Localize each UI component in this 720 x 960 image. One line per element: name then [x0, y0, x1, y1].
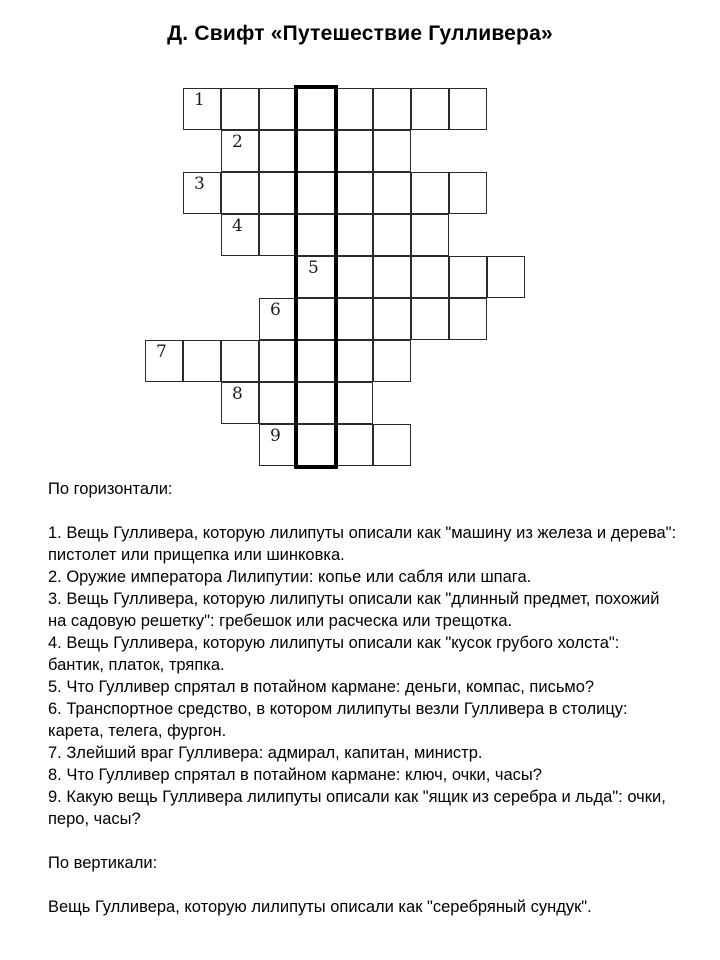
grid-cell — [373, 340, 411, 382]
clue-number: 1 — [194, 90, 205, 110]
grid-cell — [297, 382, 335, 424]
clue-across-7: 7. Злейший враг Гулливера: адмирал, капитан, министр. — [48, 744, 483, 762]
grid-cell — [221, 382, 259, 424]
grid-cell — [373, 130, 411, 172]
down-heading: По вертикали: — [48, 854, 158, 872]
clue-across-6: 6. Транспортное средство, в котором лилипуты везли Гулливера в столицу: карета, телега, фургон. — [48, 700, 628, 740]
page-title: Д. Свифт «Путешествие Гулливера» — [167, 22, 553, 45]
grid-cell — [373, 256, 411, 298]
grid-cell — [335, 382, 373, 424]
grid-cell — [373, 214, 411, 256]
grid-cell — [221, 340, 259, 382]
clues-section — [48, 478, 678, 918]
clue-number: 8 — [232, 384, 243, 404]
grid-cell — [449, 172, 487, 214]
clue-number: 5 — [308, 258, 319, 278]
grid-cell — [183, 88, 221, 130]
grid-cell — [221, 214, 259, 256]
grid-cell — [145, 340, 183, 382]
clue-number: 6 — [270, 300, 281, 320]
clue-number: 9 — [270, 426, 281, 446]
clue-down-1: Вещь Гулливера, которую лилипуты описали как "серебряный сундук". — [48, 898, 592, 916]
clue-number: 4 — [232, 216, 243, 236]
grid-cell — [259, 214, 297, 256]
grid-cell — [297, 340, 335, 382]
grid-cell — [335, 130, 373, 172]
grid-cell — [373, 424, 411, 466]
grid-cell — [221, 172, 259, 214]
clue-across-2: 2. Оружие императора Лилипутии: копье или сабля или шпага. — [48, 568, 532, 586]
clue-across-3: 3. Вещь Гулливера, которую лилипуты описали как "длинный предмет, похожий на садовую решетку": гребешок или расческа или трещотка. — [48, 590, 660, 630]
grid-cell — [259, 172, 297, 214]
grid-cell — [297, 214, 335, 256]
clue-across-8: 8. Что Гулливер спрятал в потайном кармане: ключ, очки, часы? — [48, 766, 542, 784]
grid-cell — [259, 424, 297, 466]
grid-cell — [411, 256, 449, 298]
grid-cell — [297, 424, 335, 466]
grid-cell — [259, 130, 297, 172]
grid-cell — [221, 130, 259, 172]
grid-cell — [449, 88, 487, 130]
grid-cell — [335, 172, 373, 214]
grid-cell — [259, 382, 297, 424]
grid-cell — [335, 298, 373, 340]
clue-across-1: 1. Вещь Гулливера, которую лилипуты описали как "машину из железа и дерева": пистолет или прищепка или шинковка. — [48, 524, 677, 564]
grid-cell — [335, 340, 373, 382]
grid-cell — [411, 88, 449, 130]
grid-cell — [335, 424, 373, 466]
clue-across-5: 5. Что Гулливер спрятал в потайном кармане: деньги, компас, письмо? — [48, 678, 595, 696]
grid-cell — [297, 130, 335, 172]
grid-cell — [259, 298, 297, 340]
grid-cell — [411, 214, 449, 256]
grid-cell — [259, 88, 297, 130]
grid-cell — [411, 298, 449, 340]
clue-across-9: 9. Какую вещь Гулливера лилипуты описали как "ящик из серебра и льда": очки, перо, часы? — [48, 788, 666, 828]
grid-cell — [297, 256, 335, 298]
grid-cell — [297, 298, 335, 340]
grid-cell — [259, 340, 297, 382]
grid-cell — [411, 172, 449, 214]
grid-cell — [183, 172, 221, 214]
grid-cell — [183, 340, 221, 382]
clue-number: 2 — [232, 132, 243, 152]
grid-cell — [335, 88, 373, 130]
grid-cell — [373, 298, 411, 340]
grid-cell — [335, 256, 373, 298]
grid-cell — [373, 172, 411, 214]
grid-cell — [373, 88, 411, 130]
grid-cell — [297, 88, 335, 130]
clue-number: 7 — [156, 342, 167, 362]
clue-across-4: 4. Вещь Гулливера, которую лилипуты описали как "кусок грубого холста": бантик, платок, тряпка. — [48, 634, 620, 674]
grid-cell — [487, 256, 525, 298]
across-heading: По горизонтали: — [48, 480, 173, 498]
grid-cell — [449, 298, 487, 340]
grid-cell — [335, 214, 373, 256]
grid-cell — [297, 172, 335, 214]
grid-cell — [449, 256, 487, 298]
grid-cell — [221, 88, 259, 130]
clue-number: 3 — [194, 174, 205, 194]
